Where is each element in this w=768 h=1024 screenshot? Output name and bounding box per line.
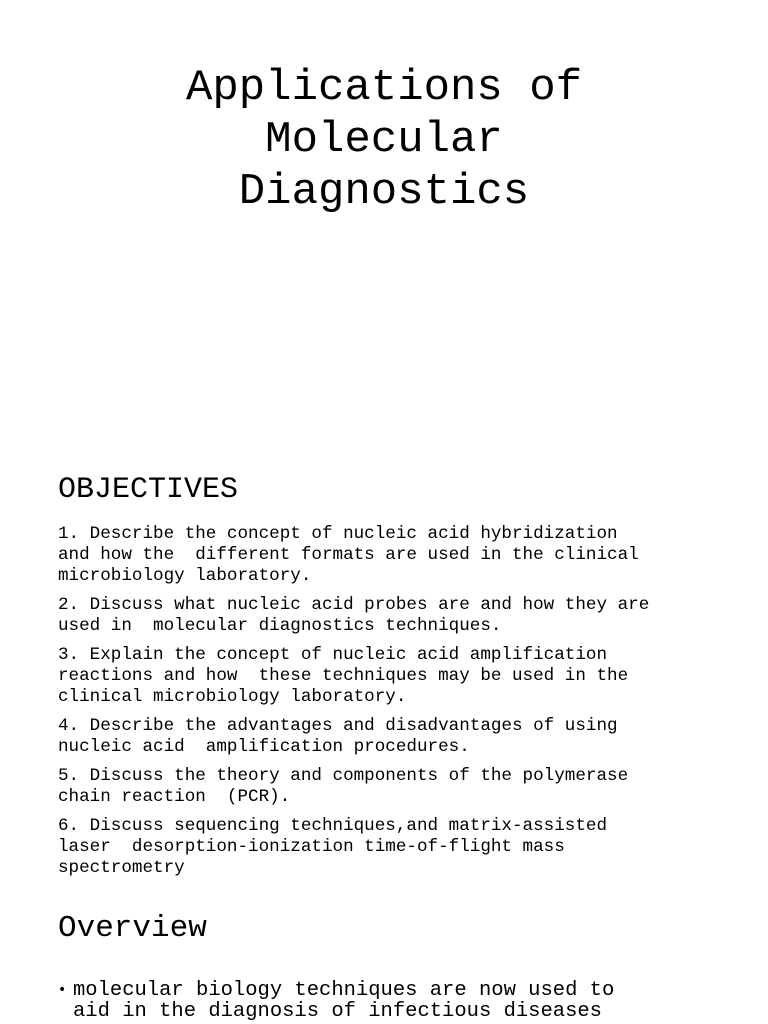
objectives-list — [58, 524, 748, 887]
overview-bullet-list — [58, 980, 738, 1022]
title-slide — [0, 0, 768, 440]
title-line-1: Applications of — [185, 63, 583, 113]
overview-bullet-item — [58, 980, 738, 1022]
title-line-3: Diagnostics — [238, 167, 530, 217]
objectives-heading: OBJECTIVES — [58, 473, 239, 507]
objectives-slide — [0, 468, 768, 878]
bullet-icon: • — [58, 982, 67, 998]
page-title — [0, 62, 768, 218]
objective-item-3: 3. Explain the concept of nucleic acid amplification reactions and how these techniques may be used in the clinical microbiology laboratory. — [58, 645, 629, 707]
objective-item-4: 4. Describe the advantages and disadvantages of using nucleic acid amplification procedures. — [58, 716, 618, 757]
overview-slide — [0, 900, 768, 1024]
objective-item-1: 1. Describe the concept of nucleic acid hybridization and how the different formats are used in the clinical microbiology laboratory. — [58, 524, 639, 586]
overview-bullet-text: molecular biology techniques are now used to aid in the diagnosis of infectious diseases — [73, 979, 615, 1023]
overview-heading: Overview — [58, 911, 207, 946]
objective-item-5: 5. Discuss the theory and components of the polymerase chain reaction (PCR). — [58, 766, 629, 807]
objective-item-6: 6. Discuss sequencing techniques,and matrix-assisted laser desorption-ionization time-of-flight mass spectrometry — [58, 816, 608, 878]
objective-item-2: 2. Discuss what nucleic acid probes are and how they are used in molecular diagnostics techniques. — [58, 595, 650, 636]
title-line-2: Molecular — [265, 115, 503, 165]
